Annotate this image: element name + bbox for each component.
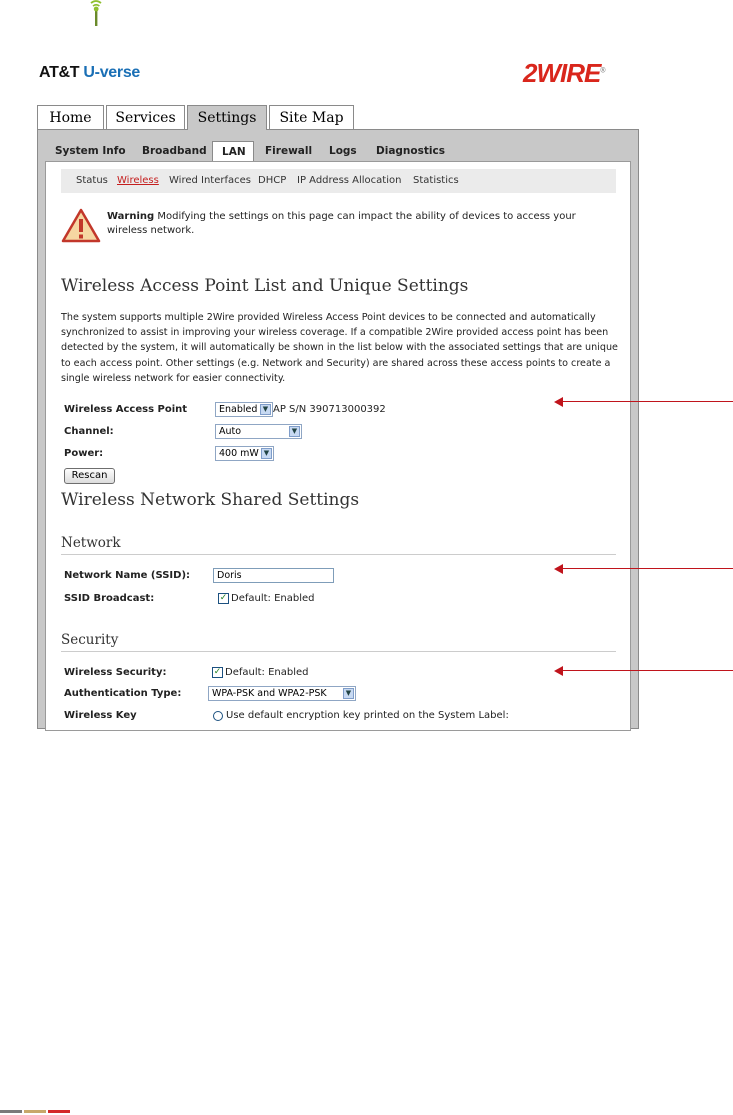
rescan-button[interactable]: Rescan [64,468,115,484]
chevron-down-icon: ▼ [260,404,271,415]
footer-bar-red [48,1110,70,1113]
tab-site-map[interactable]: Site Map [269,105,354,129]
nav-dhcp[interactable]: DHCP [258,175,287,186]
wireless-security-value: Default: Enabled [225,667,309,678]
nav-wireless[interactable]: Wireless [117,175,159,186]
2wire-logo: 2WIRE® [523,58,606,88]
warning-title: Warning [107,211,155,222]
annotation-arrow-1-head [554,397,563,407]
auth-type-label: Authentication Type: [64,688,182,699]
power-select[interactable]: 400 mW ▼ [215,446,274,461]
tab-services[interactable]: Services [106,105,185,129]
antenna-signal-icon [86,0,106,26]
subtab-firewall[interactable]: Firewall [265,145,313,157]
ap-section-heading: Wireless Access Point List and Unique Settings [61,276,469,296]
nav-ip-address-allocation[interactable]: IP Address Allocation [297,175,402,186]
footer-bar-gray [0,1110,22,1113]
ssid-broadcast-label: SSID Broadcast: [64,593,155,604]
wireless-security-label: Wireless Security: [64,667,167,678]
nav-wired-interfaces[interactable]: Wired Interfaces [169,175,251,186]
content-panel [45,161,631,731]
subtab-logs[interactable]: Logs [329,145,357,157]
security-divider [61,651,616,652]
ssid-broadcast-value: Default: Enabled [231,593,315,604]
chevron-down-icon: ▼ [289,426,300,437]
network-divider [61,554,616,555]
annotation-arrow-2-head [554,564,563,574]
annotation-arrow-1 [560,401,733,402]
network-heading: Network [61,535,121,551]
chevron-down-icon: ▼ [261,448,272,459]
subtab-broadband[interactable]: Broadband [142,145,207,157]
footer-bar-tan [24,1110,46,1113]
security-heading: Security [61,632,119,648]
nav-status[interactable]: Status [76,175,108,186]
chevron-down-icon: ▼ [343,688,354,699]
shared-settings-heading: Wireless Network Shared Settings [61,490,360,510]
access-point-label: Wireless Access Point [64,404,188,415]
auth-type-select[interactable]: WPA-PSK and WPA2-PSK ▼ [208,686,356,701]
default-key-radio[interactable] [213,711,223,721]
annotation-arrow-3-head [554,666,563,676]
tab-settings[interactable]: Settings [187,105,267,130]
annotation-arrow-3 [560,670,733,671]
ssid-label: Network Name (SSID): [64,570,191,581]
warning-icon [61,208,101,244]
subtab-system-info[interactable]: System Info [55,145,126,157]
ssid-broadcast-checkbox[interactable]: ✓ [219,593,228,603]
wireless-key-label: Wireless Key [64,710,137,721]
power-label: Power: [64,448,104,459]
tab-home[interactable]: Home [37,105,104,129]
ap-section-description: The system supports multiple 2Wire provided Wireless Access Point devices to be connected and automatically synchronized to assist in improving your wireless coverage. If a compatible 2Wire provided access point has been detected by the system, it will automatically be shown in the list below with the associated settings that are unique to each access point. Other settings (e.g. Network and Security) are shared across these access points to create a single wireless network for easier connectivity. [61,312,618,384]
ap-serial-number: AP S/N 390713000392 [273,404,386,415]
nav-statistics[interactable]: Statistics [413,175,459,186]
annotation-arrow-2 [560,568,733,569]
access-point-select[interactable]: Enabled ▼ [215,402,273,417]
warning-message: Warning Modifying the settings on this page can impact the ability of devices to access your wireless network. [107,211,576,236]
subtab-lan[interactable]: LAN [212,141,254,162]
att-uverse-logo: AT&T U-verse [39,64,141,81]
wireless-security-checkbox[interactable]: ✓ [213,667,222,677]
channel-label: Channel: [64,426,114,437]
subtab-diagnostics[interactable]: Diagnostics [376,145,445,157]
default-key-option-label: Use default encryption key printed on the System Label: [226,710,509,721]
ssid-input[interactable]: Doris [213,568,334,583]
channel-select[interactable]: Auto ▼ [215,424,302,439]
